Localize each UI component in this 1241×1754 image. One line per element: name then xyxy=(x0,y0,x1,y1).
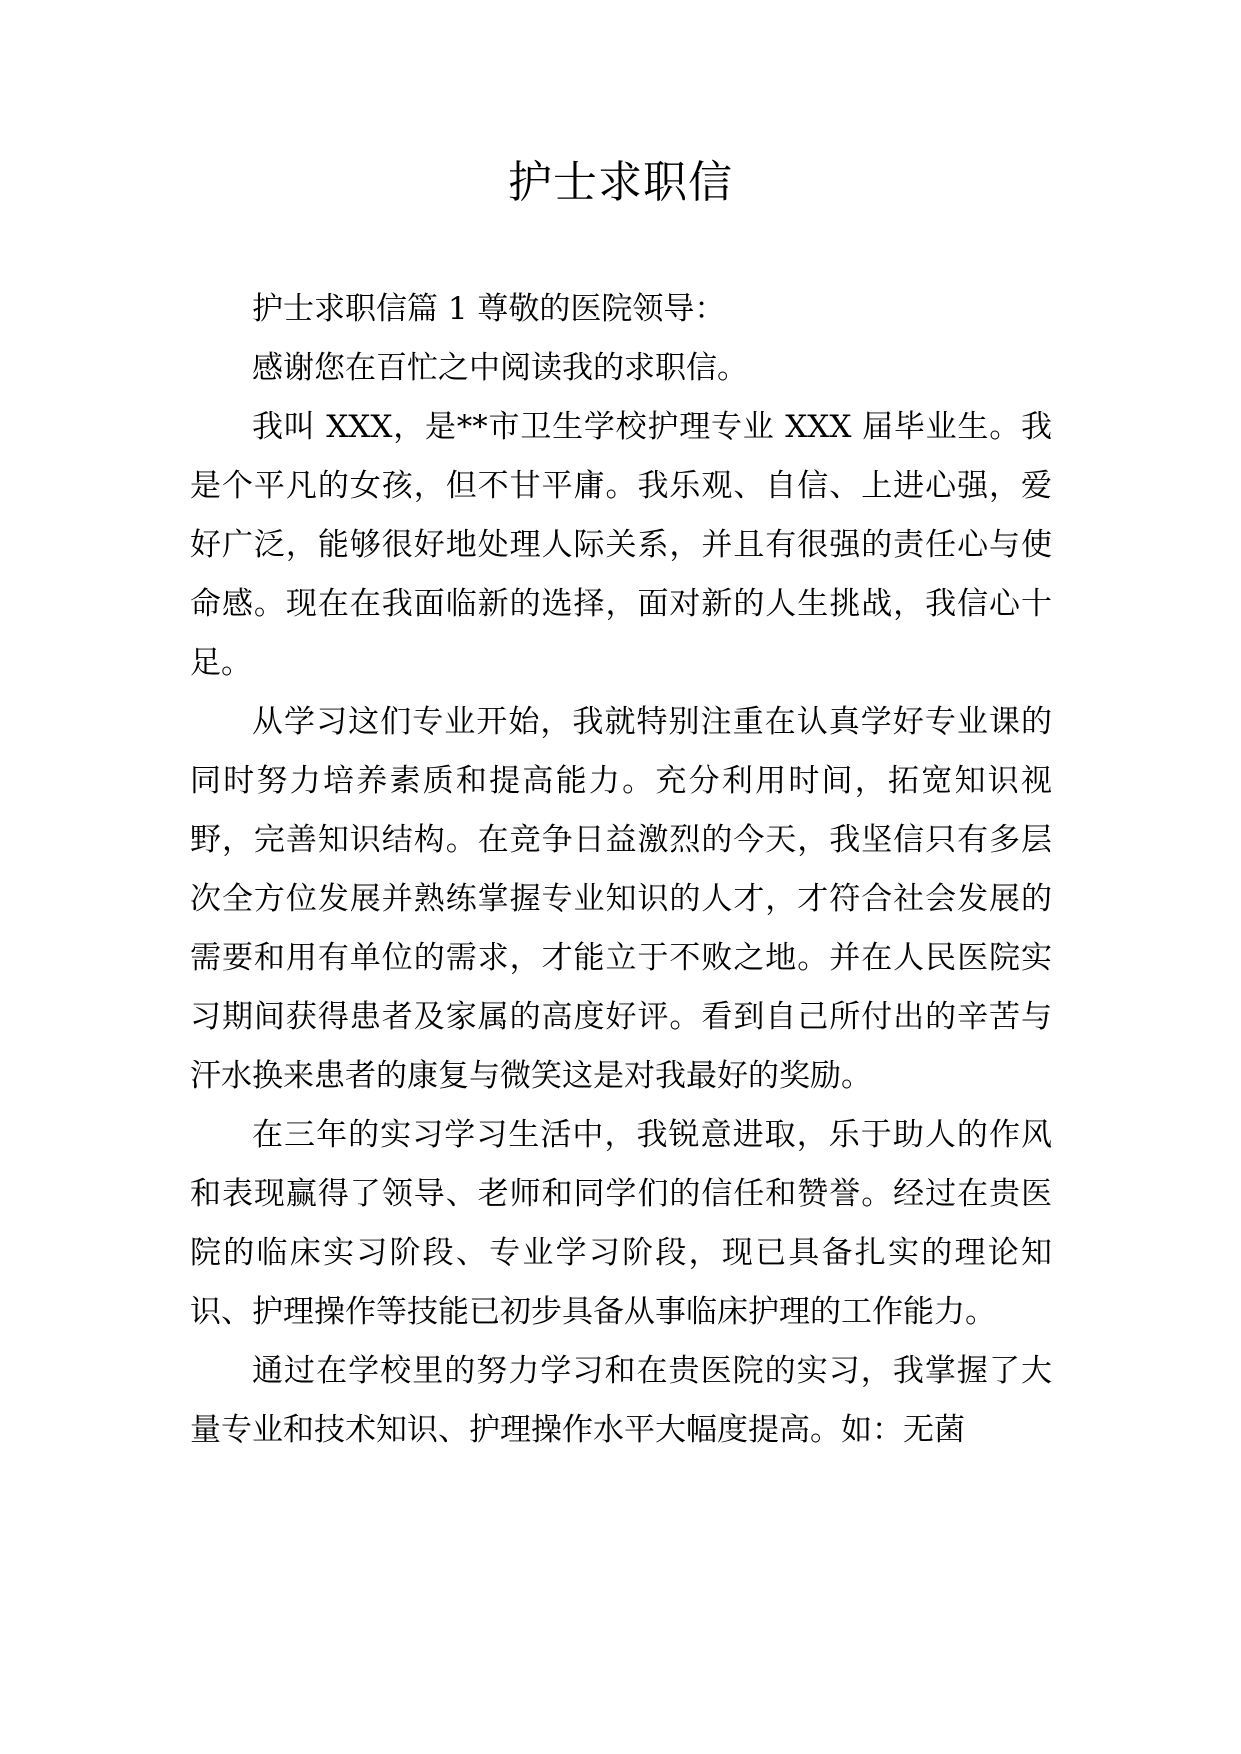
paragraph-skills: 通过在学校里的努力学习和在贵医院的实习，我掌握了大量专业和技术知识、护理操作水平大幅度提高。如：无菌 xyxy=(190,1353,1052,1448)
paragraph-thanks: 感谢您在百忙之中阅读我的求职信。 xyxy=(252,350,748,386)
document-body xyxy=(190,280,1052,1460)
paragraph-salutation: 护士求职信篇 1 尊敬的医院领导： xyxy=(252,291,726,327)
paragraph-introduction: 我叫 XXX，是**市卫生学校护理专业 XXX 届毕业生。我是个平凡的女孩，但不甘平庸。我乐观、自信、上进心强，爱好广泛，能够很好地处理人际关系，并且有很强的责任心与使命感。现在在我面临新的选择，面对新的人生挑战，我信心十足。 xyxy=(190,409,1052,681)
document-title: 护士求职信 xyxy=(508,157,733,208)
paragraph-study: 从学习这们专业开始，我就特别注重在认真学好专业课的同时努力培养素质和提高能力。充分利用时间，拓宽知识视野，完善知识结构。在竞争日益激烈的今天，我坚信只有多层次全方位发展并熟练掌握专业知识的人才，才符合社会发展的需要和用有单位的需求，才能立于不败之地。并在人民医院实习期间获得患者及家属的高度好评。看到自己所付出的辛苦与汗水换来患者的康复与微笑这是对我最好的奖励。 xyxy=(190,704,1052,1094)
paragraph-internship: 在三年的实习学习生活中，我锐意进取，乐于助人的作风和表现赢得了领导、老师和同学们的信任和赞誉。经过在贵医院的临床实习阶段、专业学习阶段，现已具备扎实的理论知识、护理操作等技能已初步具备从事临床护理的工作能力。 xyxy=(190,1117,1052,1330)
